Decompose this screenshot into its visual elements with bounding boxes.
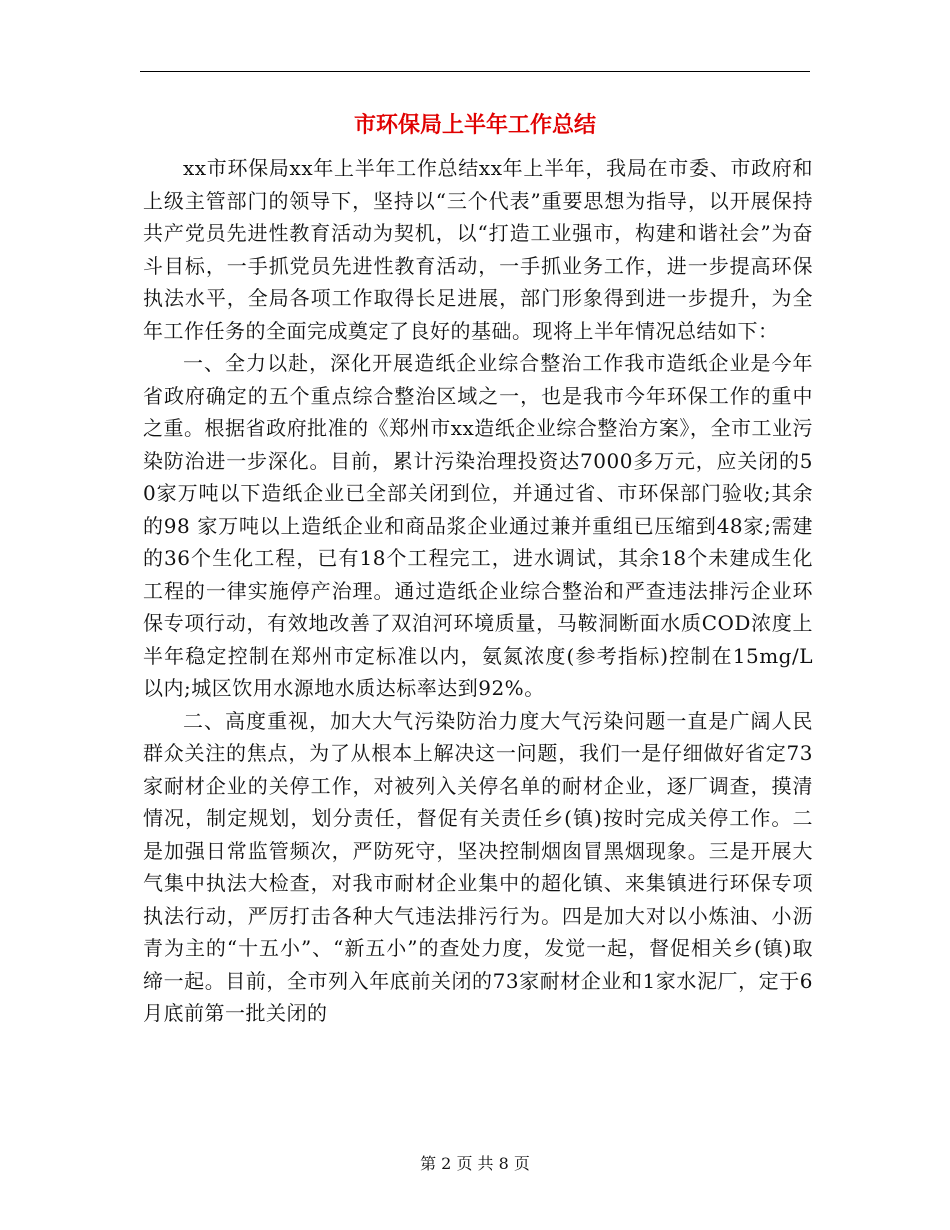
header-rule (140, 71, 810, 72)
page-number: 第 2 页 共 8 页 (420, 1154, 530, 1173)
paragraph-section-1: 一、全力以赴，深化开展造纸企业综合整治工作我市造纸企业是今年省政府确定的五个重点综合整治区域之一，也是我市今年环保工作的重中之重。根据省政府批准的《郑州市xx造纸企业综合整治方案》，全市工业污染防治进一步深化。目前，累计污染治理投资达7000多万元，应关闭的50家万吨以下造纸企业已全部关闭到位，并通过省、市环保部门验收;其余的98 家万吨以上造纸企业和商品浆企业通过兼并重组已压缩到48家;需建的36个生化工程，已有18个工程完工，进水调试，其余18个未建成生化工程的一律实施停产治理。通过造纸企业综合整治和严查违法排污企业环保专项行动，有效地改善了双洎河环境质量，马鞍洞断面水质COD浓度上半年稳定控制在郑州市定标准以内，氨氮浓度(参考指标)控制在15mg/L以内;城区饮用水源地水质达标率达到92%。 (143, 351, 813, 700)
paragraph-section-2: 二、高度重视，加大大气污染防治力度大气污染问题一直是广阔人民群众关注的焦点，为了从根本上解决这一问题，我们一是仔细做好省定73家耐材企业的关停工作，对被列入关停名单的耐材企业，逐厂调查，摸清情况，制定规划，划分责任，督促有关责任乡(镇)按时完成关停工作。二是加强日常监管频次，严防死守，坚决控制烟囱冒黑烟现象。三是开展大气集中执法大检查，对我市耐材企业集中的超化镇、来集镇进行环保专项执法行动，严厉打击各种大气违法排污行为。四是加大对以小炼油、小沥青为主的“十五小”、“新五小”的查处力度，发觉一起，督促相关乡(镇)取缔一起。目前，全市列入年底前关闭的73家耐材企业和1家水泥厂，定于6月底前第一批关闭的 (143, 708, 813, 1025)
document-body (143, 152, 813, 1030)
document-title: 市环保局上半年工作总结 (353, 113, 596, 138)
paragraph-intro: xx市环保局xx年上半年工作总结xx年上半年，我局在市委、市政府和上级主管部门的领导下，坚持以“三个代表”重要思想为指导，以开展保持共产党员先进性教育活动为契机，以“打造工业强市，构建和谐社会”为奋斗目标，一手抓党员先进性教育活动，一手抓业务工作，进一步提高环保执法水平，全局各项工作取得长足进展，部门形象得到进一步提升，为全年工作任务的全面完成奠定了良好的基础。现将上半年情况总结如下： (143, 156, 813, 343)
